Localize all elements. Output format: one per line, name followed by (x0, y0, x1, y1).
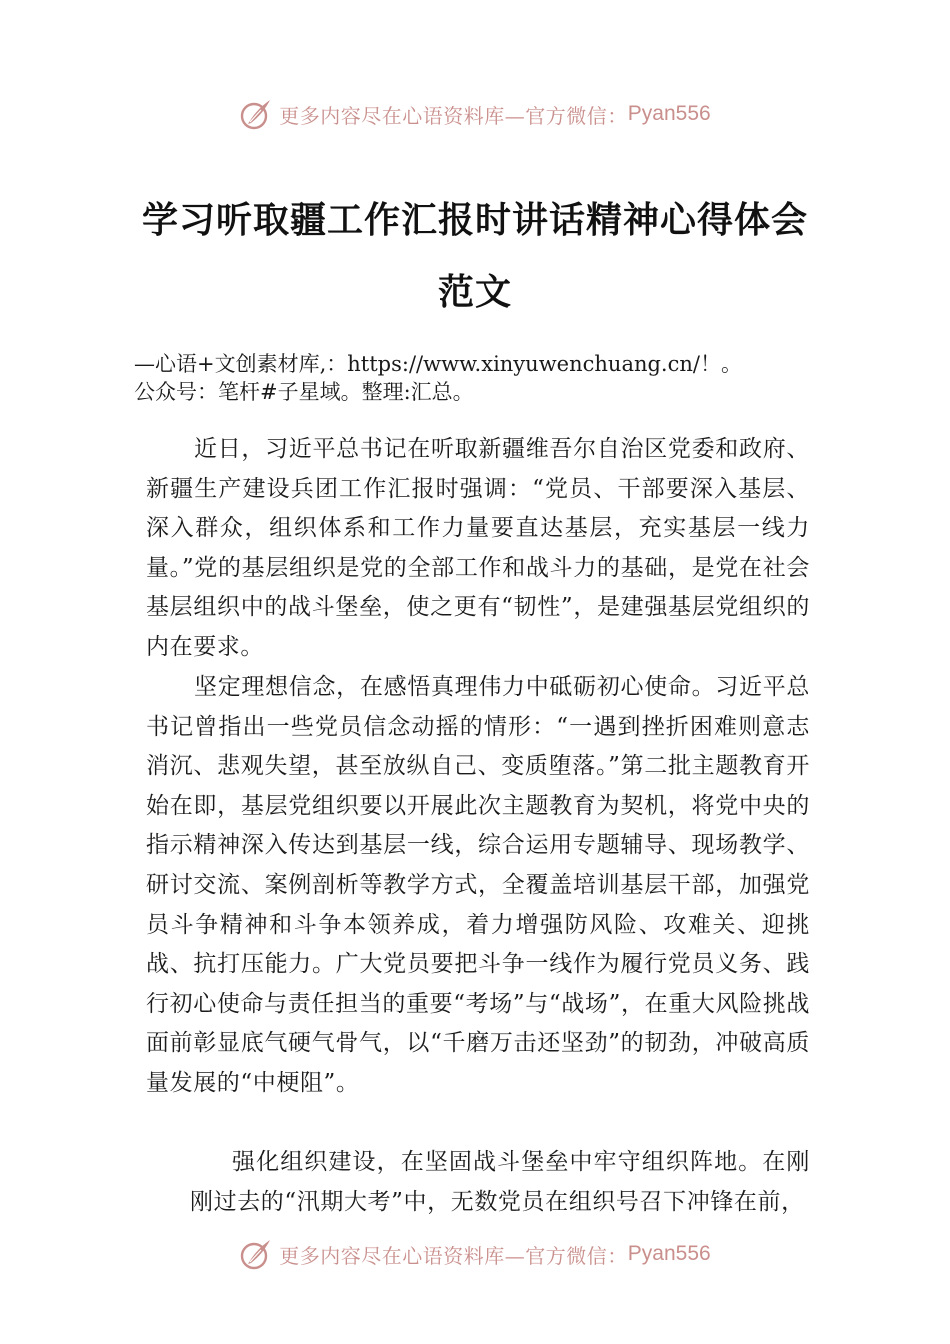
document-title-line-1: 学习听取疆工作汇报时讲话精神心得体会 (141, 199, 808, 241)
body-paragraph-3: 强化组织建设，在坚固战斗堡垒中牢守组织阵地。在刚刚过去的“汛期大考”中，无数党员在组织号召下冲锋在前， (190, 1149, 810, 1215)
source-account-line: 公众号：笔杆#子星域。整理:汇总。 (134, 380, 474, 404)
source-url-line: —心语+文创素材库,：https://www.xinyuwenchuang.cn/！。 (134, 352, 742, 376)
body-paragraph-2: 坚定理想信念，在感悟真理伟力中砥砺初心使命。习近平总书记曾指出一些党员信念动摇的情形：“一遇到挫折困难则意志消沉、悲观失望，甚至放纵自己、变质堕落。”第二批主题教育开始在即，基层党组织要以开展此次主题教育为契机，将党中央的指示精神深入传达到基层一线，综合运用专题辅导、现场教学、研讨交流、案例剖析等教学方式，全覆盖培训基层干部，加强党员斗争精神和斗争本领养成，着力增强防风险、攻难关、迎挑战、抗打压能力。广大党员要把斗争一线作为履行党员义务、践行初心使命与责任担当的重要“考场”与“战场”，在重大风险挑战面前彰显底气硬气骨气，以“千磨万击还坚劲”的韧劲，冲破高质量发展的“中梗阻”。 (146, 674, 810, 1096)
source-note (134, 350, 834, 406)
header-banner (0, 92, 950, 136)
feather-pen-logo-icon (239, 1237, 273, 1271)
banner-text: 更多内容尽在心语资料库—官方微信： (279, 1243, 628, 1268)
feather-pen-logo-icon (239, 97, 273, 131)
banner-text: 更多内容尽在心语资料库—官方微信： (279, 103, 628, 128)
footer-banner (0, 1232, 950, 1276)
wechat-handle: Pyan556 (627, 102, 711, 125)
wechat-handle: Pyan556 (627, 1242, 711, 1265)
body-paragraph-1: 近日，习近平总书记在听取新疆维吾尔自治区党委和政府、新疆生产建设兵团工作汇报时强调：“党员、干部要深入基层、深入群众，组织体系和工作力量要直达基层，充实基层一线力量。”党的基层组织是党的全部工作和战斗力的基础，是党在社会基层组织中的战斗堡垒，使之更有“韧性”，是建强基层党组织的内在要求。 (146, 436, 810, 660)
document-title-line-2: 范文 (437, 271, 512, 313)
